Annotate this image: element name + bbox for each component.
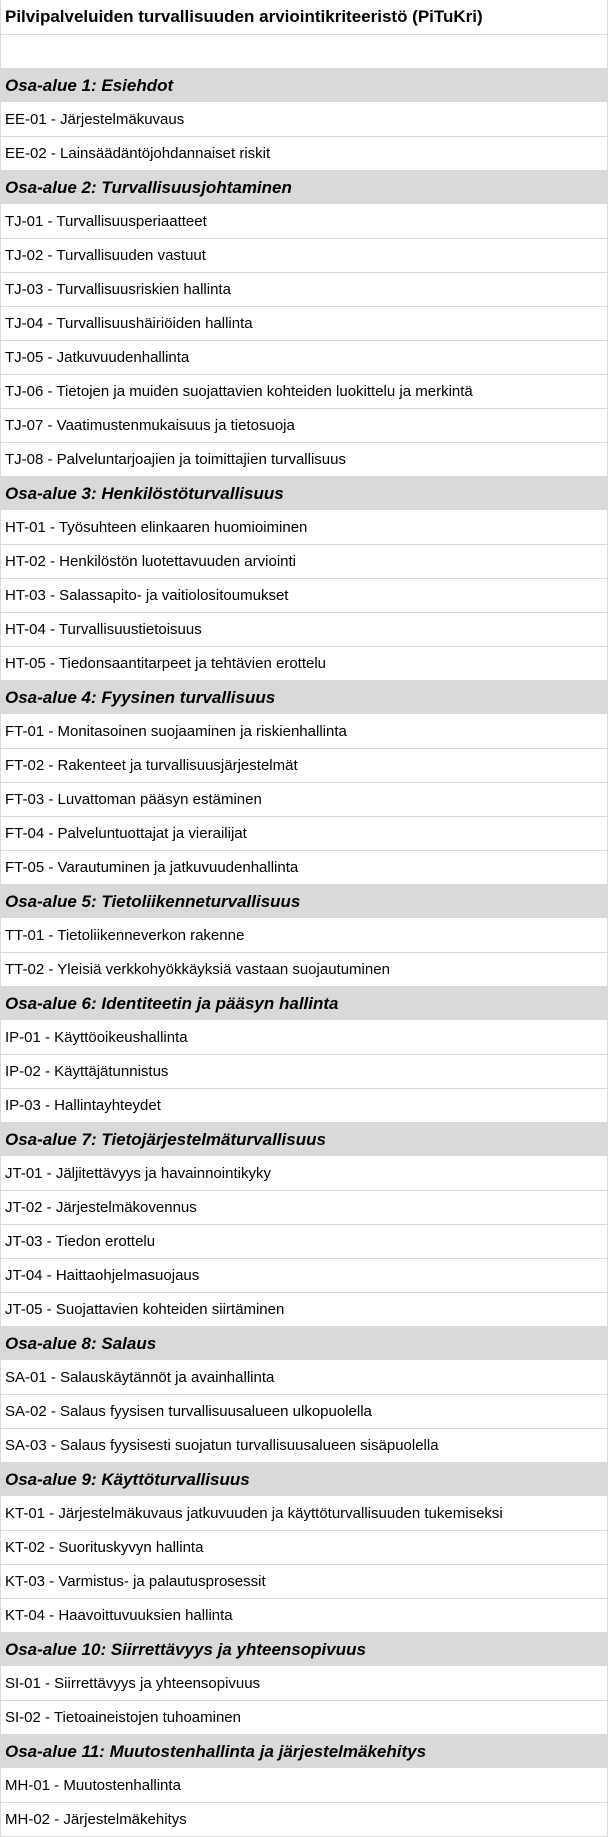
section-heading: Osa-alue 6: Identiteetin ja pääsyn hallinta	[1, 987, 607, 1021]
section-heading: Osa-alue 3: Henkilöstöturvallisuus	[1, 477, 607, 511]
criterion-row: EE-01 - Järjestelmäkuvaus	[1, 103, 607, 137]
criterion-row: IP-03 - Hallintayhteydet	[1, 1089, 607, 1123]
criterion-row: IP-02 - Käyttäjätunnistus	[1, 1055, 607, 1089]
criterion-row: JT-02 - Järjestelmäkovennus	[1, 1191, 607, 1225]
criterion-row: JT-01 - Jäljitettävyys ja havainnointikyky	[1, 1157, 607, 1191]
criterion-row: TJ-08 - Palveluntarjoajien ja toimittajien turvallisuus	[1, 443, 607, 477]
criterion-row: HT-04 - Turvallisuustietoisuus	[1, 613, 607, 647]
criterion-row: TJ-01 - Turvallisuusperiaatteet	[1, 205, 607, 239]
criterion-row: FT-05 - Varautuminen ja jatkuvuudenhallinta	[1, 851, 607, 885]
criterion-row: SA-02 - Salaus fyysisen turvallisuusalueen ulkopuolella	[1, 1395, 607, 1429]
sections-container	[1, 69, 607, 1837]
criterion-row: KT-03 - Varmistus- ja palautusprosessit	[1, 1565, 607, 1599]
section-heading: Osa-alue 11: Muutostenhallinta ja järjestelmäkehitys	[1, 1735, 607, 1769]
criterion-row: HT-03 - Salassapito- ja vaitiolositoumukset	[1, 579, 607, 613]
criterion-row: HT-02 - Henkilöstön luotettavuuden arviointi	[1, 545, 607, 579]
criterion-row: TJ-04 - Turvallisuushäiriöiden hallinta	[1, 307, 607, 341]
criterion-row: SA-01 - Salauskäytännöt ja avainhallinta	[1, 1361, 607, 1395]
section-heading: Osa-alue 1: Esiehdot	[1, 69, 607, 103]
sheet-title: Pilvipalveluiden turvallisuuden arviointikriteeristö (PiTuKri)	[1, 0, 607, 35]
criterion-row: EE-02 - Lainsäädäntöjohdannaiset riskit	[1, 137, 607, 171]
section-heading: Osa-alue 5: Tietoliikenneturvallisuus	[1, 885, 607, 919]
criterion-row: KT-02 - Suorituskyvyn hallinta	[1, 1531, 607, 1565]
criterion-row: TT-02 - Yleisiä verkkohyökkäyksiä vastaan suojautuminen	[1, 953, 607, 987]
criterion-row: TJ-06 - Tietojen ja muiden suojattavien kohteiden luokittelu ja merkintä	[1, 375, 607, 409]
criterion-row: IP-01 - Käyttöoikeushallinta	[1, 1021, 607, 1055]
criterion-row: TJ-03 - Turvallisuusriskien hallinta	[1, 273, 607, 307]
section-heading: Osa-alue 2: Turvallisuusjohtaminen	[1, 171, 607, 205]
criterion-row: HT-01 - Työsuhteen elinkaaren huomioiminen	[1, 511, 607, 545]
criterion-row: MH-01 - Muutostenhallinta	[1, 1769, 607, 1803]
section-heading: Osa-alue 4: Fyysinen turvallisuus	[1, 681, 607, 715]
criterion-row: TJ-07 - Vaatimustenmukaisuus ja tietosuoja	[1, 409, 607, 443]
section-heading: Osa-alue 8: Salaus	[1, 1327, 607, 1361]
criterion-row: JT-04 - Haittaohjelmasuojaus	[1, 1259, 607, 1293]
criterion-row: JT-05 - Suojattavien kohteiden siirtäminen	[1, 1293, 607, 1327]
criterion-row: KT-04 - Haavoittuvuuksien hallinta	[1, 1599, 607, 1633]
criterion-row: KT-01 - Järjestelmäkuvaus jatkuvuuden ja käyttöturvallisuuden tukemiseksi	[1, 1497, 607, 1531]
criterion-row: FT-02 - Rakenteet ja turvallisuusjärjestelmät	[1, 749, 607, 783]
section-heading: Osa-alue 9: Käyttöturvallisuus	[1, 1463, 607, 1497]
criterion-row: MH-02 - Järjestelmäkehitys	[1, 1803, 607, 1837]
criterion-row: TT-01 - Tietoliikenneverkon rakenne	[1, 919, 607, 953]
section-heading: Osa-alue 10: Siirrettävyys ja yhteensopivuus	[1, 1633, 607, 1667]
criterion-row: FT-01 - Monitasoinen suojaaminen ja riskienhallinta	[1, 715, 607, 749]
criterion-row: HT-05 - Tiedonsaantitarpeet ja tehtävien erottelu	[1, 647, 607, 681]
criterion-row: TJ-02 - Turvallisuuden vastuut	[1, 239, 607, 273]
criterion-row: SA-03 - Salaus fyysisesti suojatun turvallisuusalueen sisäpuolella	[1, 1429, 607, 1463]
blank-row	[1, 35, 607, 69]
criterion-row: FT-03 - Luvattoman pääsyn estäminen	[1, 783, 607, 817]
criterion-row: FT-04 - Palveluntuottajat ja vierailijat	[1, 817, 607, 851]
criterion-row: TJ-05 - Jatkuvuudenhallinta	[1, 341, 607, 375]
criterion-row: SI-01 - Siirrettävyys ja yhteensopivuus	[1, 1667, 607, 1701]
criterion-row: JT-03 - Tiedon erottelu	[1, 1225, 607, 1259]
criterion-row: SI-02 - Tietoaineistojen tuhoaminen	[1, 1701, 607, 1735]
section-heading: Osa-alue 7: Tietojärjestelmäturvallisuus	[1, 1123, 607, 1157]
